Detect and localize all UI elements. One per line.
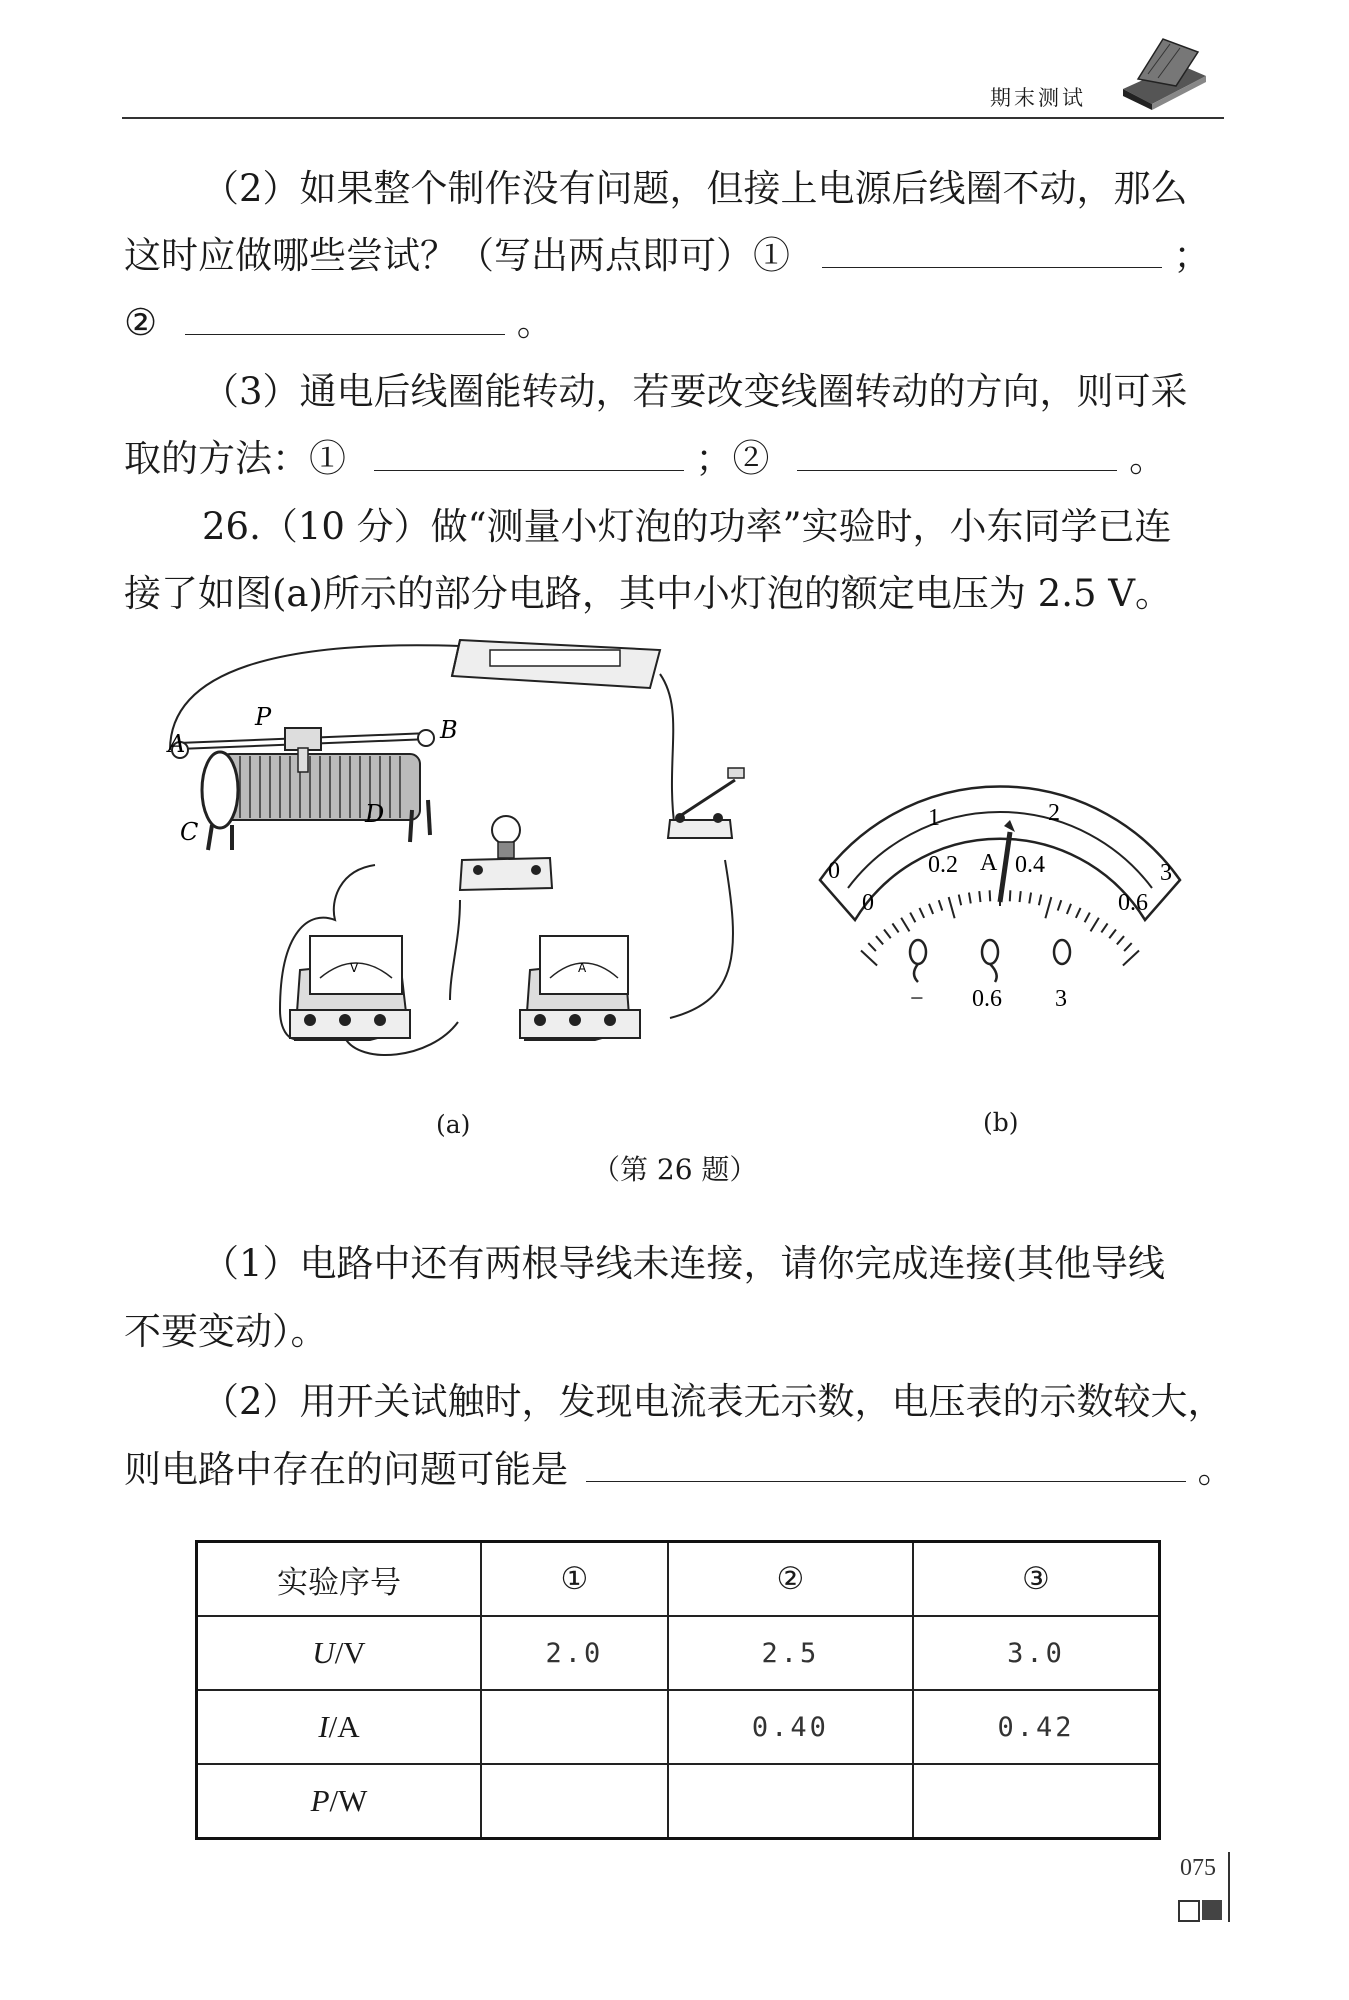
dial-tick: [910, 913, 915, 923]
table-cell: 2.5: [668, 1616, 913, 1690]
outer-scale-3: 3: [1160, 860, 1172, 886]
dial-tick: [1029, 893, 1031, 904]
q25-p2-line2-text: 这时应做哪些尝试？（写出两点即可）①: [124, 234, 790, 277]
dial-tick: [1085, 913, 1090, 923]
row-label-voltage: [197, 1616, 482, 1690]
circuit-figure-a: [160, 630, 760, 1080]
answer-blank-5[interactable]: [586, 1447, 1186, 1482]
row-symbol: P: [310, 1783, 330, 1818]
terminal-minus: −: [910, 986, 924, 1012]
table-header-label: 实验序号: [197, 1542, 482, 1617]
dial-tick: [990, 890, 991, 901]
book-icon: [1118, 34, 1208, 110]
dial-tick: [1117, 936, 1124, 944]
ammeter-symbol: A: [578, 961, 587, 975]
rheostat-label-c: C: [180, 818, 199, 846]
q26-sub1-line1: （1）电路中还有两根导线未连接，请你完成连接(其他导线: [202, 1242, 1165, 1285]
dial-tick: [1076, 908, 1081, 918]
wire-battery-switch: [660, 674, 675, 830]
inner-scale-0-6: 0.6: [1118, 890, 1148, 916]
header-rule: [122, 117, 1224, 119]
q26-sub2-line2: [124, 1446, 1235, 1494]
dial-tick: [929, 904, 933, 914]
rheostat-label-a: A: [168, 730, 186, 758]
inner-scale-0: 0: [862, 890, 874, 916]
answer-blank-4[interactable]: [797, 436, 1117, 471]
dial-tick: [876, 936, 883, 944]
battery-box: [452, 640, 660, 688]
table-cell: 2.0: [481, 1616, 668, 1690]
switch: [668, 768, 744, 838]
q25-p2-line3: [124, 299, 554, 347]
figure-caption: （第 26 题）: [592, 1153, 758, 1186]
table-cell[interactable]: [481, 1764, 668, 1839]
row-unit: /A: [328, 1709, 360, 1744]
inner-scale-0-2: 0.2: [928, 852, 958, 878]
outer-scale-1: 1: [928, 805, 940, 831]
table-header-row: [197, 1542, 1160, 1617]
table-cell[interactable]: [668, 1764, 913, 1839]
figure-b-label: (b): [983, 1108, 1019, 1137]
dial-tick: [1045, 897, 1051, 918]
lamp: [460, 816, 552, 890]
outer-scale-2: 2: [1048, 800, 1060, 826]
dial-tick: [892, 923, 898, 932]
page-number: 075: [1180, 1855, 1216, 1881]
dial-tick: [1067, 904, 1071, 914]
rheostat: [172, 728, 434, 850]
row-unit: /W: [329, 1783, 368, 1818]
dial-tick: [939, 900, 943, 910]
table-cell[interactable]: [913, 1764, 1160, 1839]
q26-intro-line2: 接了如图(a)所示的部分电路，其中小灯泡的额定电压为 2.5 V。: [124, 572, 1173, 615]
dial-tick: [868, 943, 876, 951]
q25-p2-line1: （2）如果整个制作没有问题，但接上电源后线圈不动，那么: [202, 167, 1188, 210]
answer-blank-2[interactable]: [185, 300, 505, 335]
q26-sub1-line2: 不要变动）。: [124, 1310, 328, 1353]
dial-tick: [1091, 918, 1099, 932]
dial-tick: [1124, 943, 1132, 951]
voltmeter-symbol: V: [350, 961, 359, 975]
table-header-col: ①: [481, 1542, 668, 1617]
dial-tick: [1010, 890, 1011, 901]
row-label-power: [197, 1764, 482, 1839]
table-header-col: ②: [668, 1542, 913, 1617]
table-cell: 0.40: [668, 1690, 913, 1764]
ammeter: [520, 936, 640, 1040]
page-marker-box-outline: [1178, 1900, 1200, 1922]
terminal-3: 3: [1055, 986, 1067, 1012]
rheostat-label-d: D: [365, 800, 385, 828]
dial-tick: [969, 893, 971, 904]
page-marker-bar: [1228, 1852, 1230, 1922]
q26-sub2-line2-text: 则电路中存在的问题可能是: [124, 1448, 568, 1491]
table-cell: 3.0: [913, 1616, 1160, 1690]
wire-switch-ammeter: [670, 860, 733, 1018]
terminal-0-6: 0.6: [972, 986, 1002, 1012]
dial-unit: A: [980, 850, 998, 876]
row-unit: /V: [334, 1635, 366, 1670]
voltmeter: [290, 936, 410, 1040]
q25-p2-line2-end: ；: [1173, 234, 1211, 277]
dial-tick: [1039, 895, 1041, 906]
data-table: [195, 1540, 1161, 1840]
table-cell: 0.42: [913, 1690, 1160, 1764]
dial-tick: [1058, 900, 1062, 910]
dial-tick: [979, 891, 980, 902]
table-header-col: ③: [913, 1542, 1160, 1617]
q25-p2-line3-text: ②: [124, 301, 158, 344]
q25-p3-line2: [124, 435, 1166, 483]
answer-blank-1[interactable]: [822, 233, 1162, 268]
row-symbol: U: [312, 1635, 335, 1670]
ammeter-dial-figure-b: [800, 770, 1200, 1030]
dial-needle: [1000, 832, 1010, 902]
dial-tick: [959, 895, 961, 906]
dial-tick: [901, 918, 909, 932]
outer-scale-0: 0: [828, 858, 840, 884]
header-title: 期末测试: [990, 86, 1086, 110]
q26-sub2-line1: （2）用开关试触时，发现电流表无示数，电压表的示数较大，: [202, 1380, 1225, 1423]
dial-tick: [861, 950, 877, 965]
q25-p3-end: 。: [1129, 437, 1167, 480]
row-symbol: I: [318, 1709, 329, 1744]
table-row: [197, 1690, 1160, 1764]
q26-intro-line1: 26.（10 分）做“测量小灯泡的功率”实验时，小东同学已连: [202, 505, 1172, 548]
table-row: [197, 1764, 1160, 1839]
row-label-current: [197, 1690, 482, 1764]
dial-tick: [884, 930, 891, 939]
table-row: [197, 1616, 1160, 1690]
page-marker-box-filled: [1202, 1900, 1222, 1920]
q25-p3-line2-text: 取的方法：①: [124, 437, 346, 480]
wire-ammeter-lamp: [450, 900, 460, 1000]
dial-tick: [1101, 923, 1107, 932]
q25-p2-line3-end: 。: [516, 301, 554, 344]
dial-tick: [1123, 950, 1139, 965]
q25-p3-line1: （3）通电后线圈能转动，若要改变线圈转动的方向，则可采: [202, 370, 1188, 413]
dial-terminals: [910, 940, 1070, 982]
dial-tick: [1020, 891, 1021, 902]
inner-scale-0-4: 0.4: [1015, 852, 1045, 878]
dial-tick: [919, 908, 924, 918]
dial-tick: [1109, 930, 1116, 939]
figure-a-label: (a): [436, 1110, 471, 1139]
q26-sub2-end: 。: [1197, 1448, 1235, 1491]
q25-p2-line2: [124, 232, 1211, 280]
table-cell[interactable]: [481, 1690, 668, 1764]
dial-tick: [949, 897, 955, 918]
rheostat-label-p: P: [255, 703, 272, 731]
q25-p3-mid: ；②: [695, 437, 770, 480]
rheostat-label-b: B: [440, 716, 458, 744]
answer-blank-3[interactable]: [374, 436, 684, 471]
